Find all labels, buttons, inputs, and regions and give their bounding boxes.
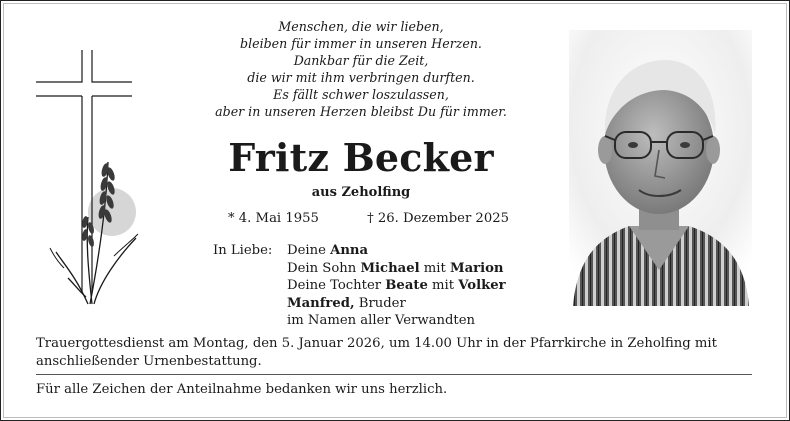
mourner-text: Deine [287, 243, 331, 258]
mourner-line [287, 295, 506, 313]
poem-line: Dankbar für die Zeit, [293, 53, 429, 68]
mourner-text: Deine Tochter [287, 278, 386, 293]
mourners-label: In Liebe: [213, 243, 273, 258]
mourner-line [287, 277, 506, 295]
divider [36, 374, 752, 375]
mourner-name: Volker [458, 278, 506, 293]
mourners-list [287, 242, 506, 330]
death-date: † 26. Dezember 2025 [367, 211, 509, 226]
cross-with-wheat-icon [28, 42, 148, 312]
mourner-name: Anna [330, 243, 369, 258]
mourner-text: mit [419, 260, 451, 276]
poem [186, 18, 536, 120]
funeral-service-notice: Trauergottesdienst am Montag, den 5. Januar 2026, um 14.00 Uhr in der Pfarrkirche in Zeholfing mit anschließender Urnenbestattung. [36, 336, 717, 369]
thanks-note: Für alle Zeichen der Anteilnahme bedanken wir uns herzlich. [36, 382, 448, 397]
deceased-name: Fritz Becker [228, 135, 494, 180]
mourner-line [287, 260, 506, 278]
deceased-origin: aus Zeholfing [311, 185, 411, 200]
mourner-name: Manfred, [287, 295, 355, 311]
poem-line: Menschen, die wir lieben, [278, 19, 444, 34]
poem-line: Es fällt schwer loszulassen, [273, 87, 449, 102]
life-dates [228, 211, 509, 226]
mourner-line [287, 242, 506, 260]
mourner-name: Beate [385, 278, 428, 293]
birth-date: * 4. Mai 1955 [228, 211, 319, 226]
mourner-text: mit [427, 278, 459, 293]
mourner-text: im Namen aller Verwandten [287, 313, 476, 328]
mourner-line [287, 312, 506, 330]
mourner-name: Marion [450, 260, 504, 276]
poem-line: bleiben für immer in unseren Herzen. [240, 36, 482, 51]
poem-line: die wir mit ihm verbringen durften. [247, 70, 475, 85]
portrait-photo [569, 30, 752, 306]
mourner-name: Michael [360, 260, 420, 276]
mourner-text: Dein Sohn [287, 260, 361, 276]
poem-line: aber in unseren Herzen bleibst Du für immer. [215, 104, 507, 119]
mourner-text: Bruder [354, 295, 406, 311]
